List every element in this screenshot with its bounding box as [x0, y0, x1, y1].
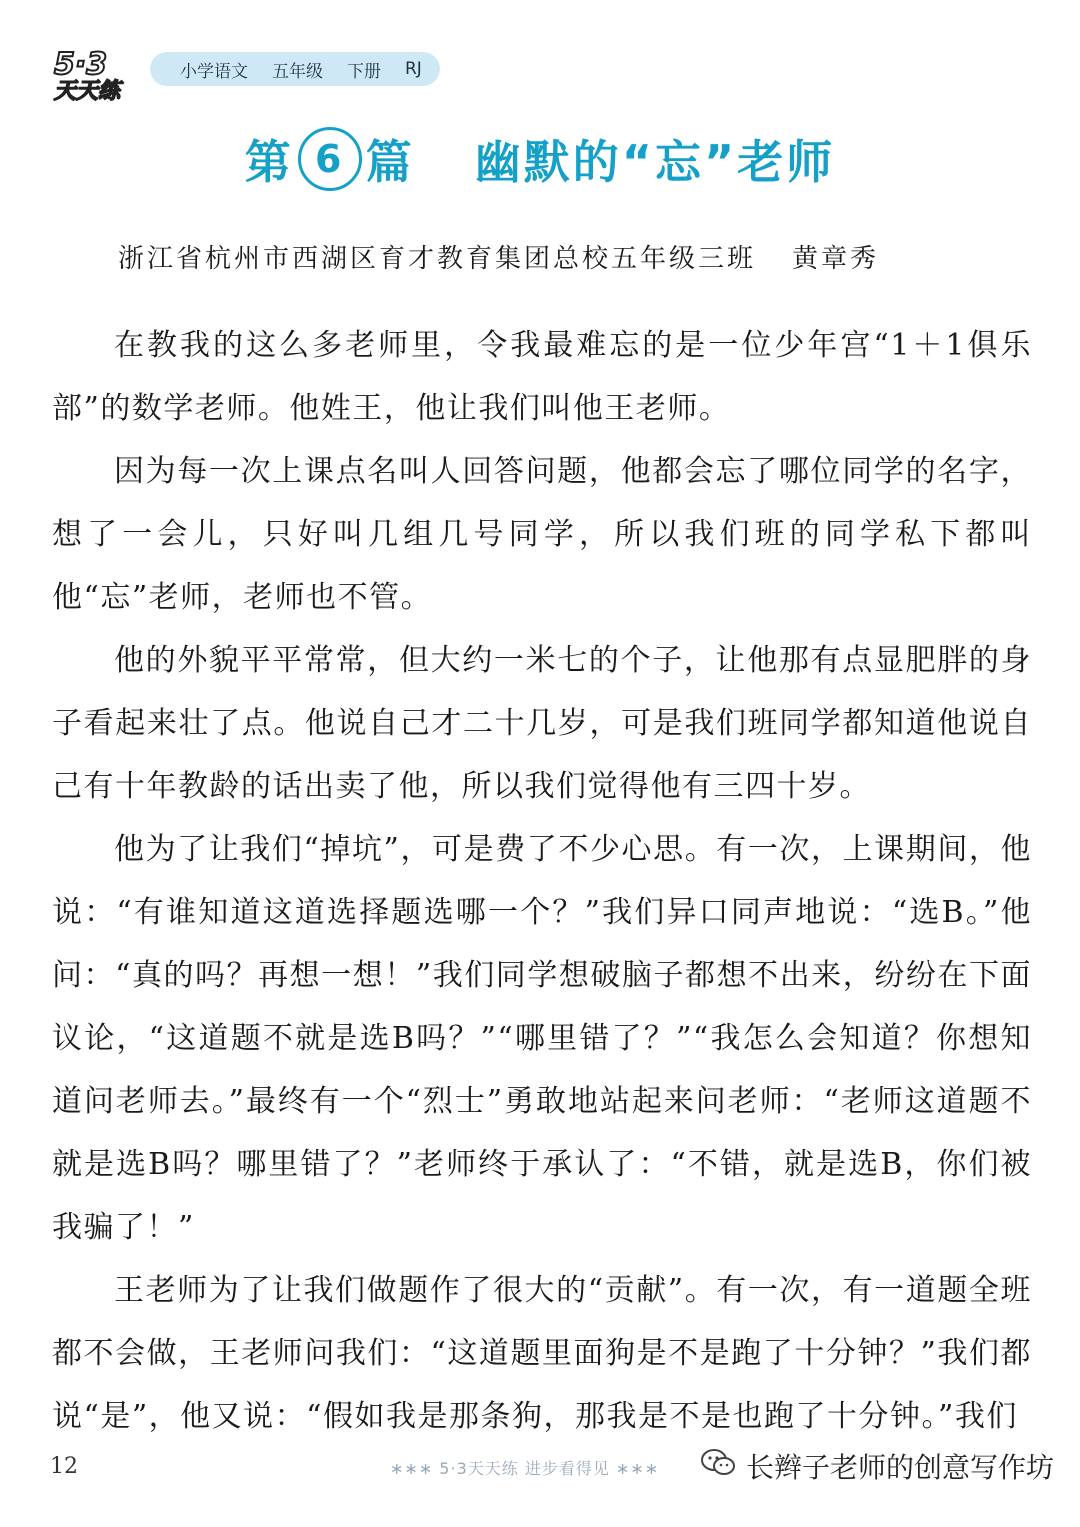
author-school: 浙江省杭州市西湖区育才教育集团总校五年级三班	[118, 244, 757, 274]
article-body	[52, 314, 1032, 1448]
paragraph: 王老师为了让我们做题作了很大的“贡献”。有一次，有一道题全班都不会做，王老师问我们：“这道题里面狗是不是跑了十分钟？”我们都说“是”，他又说：“假如我是那条狗，那我是不是也跑了十分钟。”我们	[52, 1273, 1032, 1434]
paragraph: 他的外貌平平常常，但大约一米七的个子，让他那有点显肥胖的身子看起来壮了点。他说自己才二十几岁，可是我们班同学都知道他说自己有十年教龄的话出卖了他，所以我们觉得他有三四十岁。	[52, 643, 1032, 804]
header-subject-pill	[150, 52, 440, 86]
title-prefix: 第	[244, 135, 294, 189]
edition-label: RJ	[405, 59, 422, 79]
subject-label: 小学语文	[180, 61, 248, 82]
page-number: 12	[50, 1454, 78, 1479]
svg-text:5·3: 5·3	[54, 47, 108, 82]
paragraph: 在教我的这么多老师里，令我最难忘的是一位少年宫“1＋1俱乐部”的数学老师。他姓王，他让我们叫他王老师。	[52, 328, 1032, 426]
footer-slogan: ∗∗∗ 5·3天天练 进步看得见 ∗∗∗	[390, 1459, 660, 1478]
article-number-badge: 6	[298, 127, 362, 191]
paragraph: 他为了让我们“掉坑”，可是费了不少心思。有一次，上课期间，他说：“有谁知道这道选择题选哪一个？”我们异口同声地说：“选B。”他问：“真的吗？再想一想！”我们同学想破脑子都想不出来，纷纷在下面议论，“这道题不就是选B吗？”“哪里错了？”“我怎么会知道？你想知道问老师去。”最终有一个“烈士”勇敢地站起来问老师：“老师这道题不就是选B吗？哪里错了？”老师终于承认了：“不错，就是选B，你们被我骗了！”	[52, 832, 1032, 1245]
author-name: 黄章秀	[792, 244, 880, 274]
volume-label: 下册	[347, 61, 381, 82]
brand-logo	[48, 36, 158, 104]
author-line	[118, 238, 1018, 275]
paragraph: 因为每一次上课点名叫人回答问题，他都会忘了哪位同学的名字，想了一会儿，只好叫几组几号同学，所以我们班的同学私下都叫他“忘”老师，老师也不管。	[52, 454, 1032, 615]
grade-label: 五年级	[272, 61, 323, 82]
watermark-text: 长辫子老师的创意写作坊	[746, 1451, 1055, 1484]
svg-text:天天练: 天天练	[54, 79, 121, 104]
page-header	[40, 28, 460, 108]
title-name: 幽默的“忘”老师	[474, 135, 836, 189]
wechat-icon	[700, 1448, 736, 1485]
title-suffix: 篇	[365, 135, 415, 189]
article-title	[0, 126, 1080, 192]
page-footer	[0, 1440, 1080, 1500]
wechat-watermark	[700, 1446, 1054, 1486]
